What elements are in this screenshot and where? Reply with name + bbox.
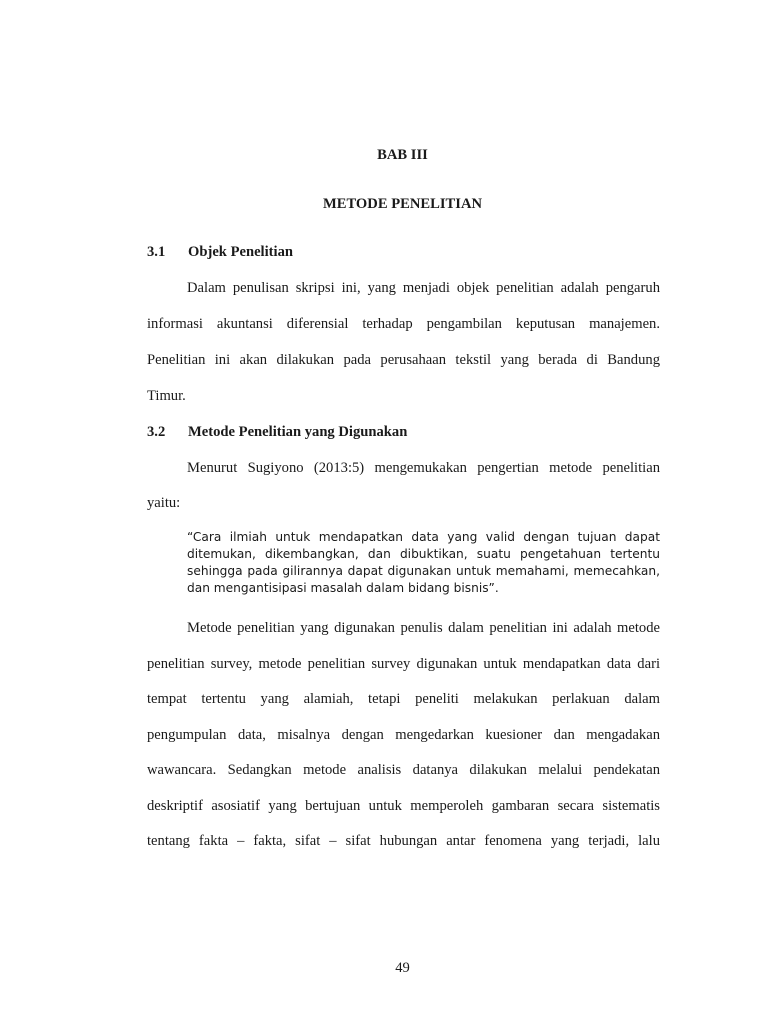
section-heading-3-2 bbox=[147, 424, 407, 441]
block-quote-line: ditemukan, dikembangkan, dan dibuktikan, suatu pengetahuan tertentu bbox=[187, 547, 660, 561]
paragraph-line: deskriptif asosiatif yang bertujuan untuk memperoleh gambaran secara sistematis bbox=[147, 798, 660, 814]
paragraph-line: Menurut Sugiyono (2013:5) mengemukakan pengertian metode penelitian bbox=[187, 460, 660, 476]
paragraph-line: Metode penelitian yang digunakan penulis dalam penelitian ini adalah metode bbox=[187, 620, 660, 636]
paragraph-line: Timur. bbox=[147, 388, 186, 404]
section-title: Objek Penelitian bbox=[188, 244, 293, 260]
paragraph-line: informasi akuntansi diferensial terhadap pengambilan keputusan manajemen. bbox=[147, 316, 660, 332]
chapter-title: METODE PENELITIAN bbox=[322, 196, 483, 212]
section-heading-3-1 bbox=[147, 244, 293, 261]
block-quote-line: dan mengantisipasi masalah dalam bidang bisnis”. bbox=[187, 581, 499, 595]
section-title: Metode Penelitian yang Digunakan bbox=[188, 424, 408, 440]
paragraph-line: Dalam penulisan skripsi ini, yang menjadi objek penelitian adalah pengaruh bbox=[187, 280, 660, 296]
paragraph-line: tempat tertentu yang alamiah, tetapi peneliti melakukan perlakuan dalam bbox=[147, 691, 660, 707]
page-number: 49 bbox=[395, 960, 410, 976]
section-number: 3.1 bbox=[147, 244, 166, 260]
block-quote-line: sehingga pada gilirannya dapat digunakan untuk memahami, memecahkan, bbox=[187, 564, 660, 578]
paragraph-line: wawancara. Sedangkan metode analisis datanya dilakukan melalui pendekatan bbox=[147, 762, 660, 778]
block-quote-line: “Cara ilmiah untuk mendapatkan data yang valid dengan tujuan dapat bbox=[187, 530, 660, 544]
section-number: 3.2 bbox=[147, 424, 166, 440]
paragraph-line: Penelitian ini akan dilakukan pada perusahaan tekstil yang berada di Bandung bbox=[147, 352, 660, 368]
paragraph-line: pengumpulan data, misalnya dengan mengedarkan kuesioner dan mengadakan bbox=[147, 727, 660, 743]
chapter-label: BAB III bbox=[377, 147, 428, 163]
paragraph-line: yaitu: bbox=[147, 495, 181, 511]
paragraph-line: tentang fakta – fakta, sifat – sifat hubungan antar fenomena yang terjadi, lalu bbox=[147, 833, 660, 849]
paragraph-line: penelitian survey, metode penelitian survey digunakan untuk mendapatkan data dari bbox=[147, 656, 660, 672]
